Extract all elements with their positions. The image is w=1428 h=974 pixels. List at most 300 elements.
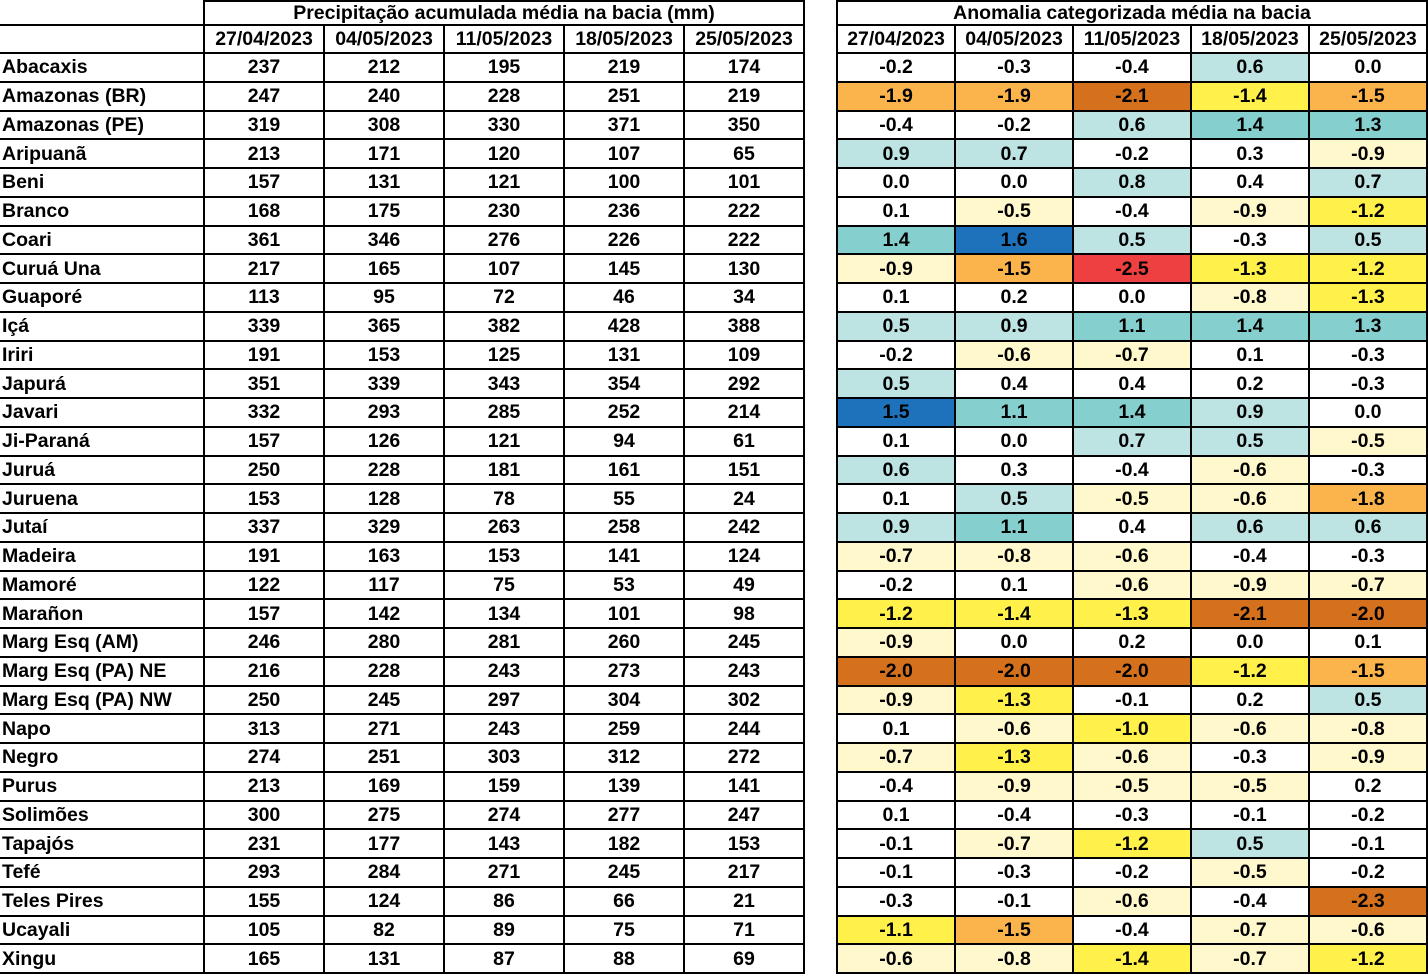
anomaly-row xyxy=(837,168,1427,197)
anomaly-value: -1.5 xyxy=(955,254,1073,283)
anomaly-value: -0.5 xyxy=(1309,427,1427,456)
precipitation-value: 312 xyxy=(564,743,684,772)
precipitation-value: 276 xyxy=(444,226,564,255)
anomaly-row xyxy=(837,801,1427,830)
anomaly-value: -0.7 xyxy=(1191,944,1309,973)
anomaly-value: 0.2 xyxy=(1191,686,1309,715)
anomaly-value: 0.4 xyxy=(1073,369,1191,398)
precipitation-value: 171 xyxy=(324,139,444,168)
precipitation-value: 165 xyxy=(324,254,444,283)
anomaly-value: 1.4 xyxy=(837,226,955,255)
precipitation-value: 245 xyxy=(684,628,804,657)
precipitation-row xyxy=(0,168,804,197)
precipitation-value: 109 xyxy=(684,341,804,370)
precipitation-value: 125 xyxy=(444,341,564,370)
anomaly-value: -0.3 xyxy=(1073,801,1191,830)
precipitation-row xyxy=(0,542,804,571)
anomaly-value: 0.1 xyxy=(1191,341,1309,370)
anomaly-value: -1.9 xyxy=(955,82,1073,111)
anomaly-value: -1.5 xyxy=(955,916,1073,945)
precipitation-value: 351 xyxy=(204,369,324,398)
anomaly-value: 0.1 xyxy=(837,484,955,513)
precipitation-value: 219 xyxy=(684,82,804,111)
anomaly-value: -0.5 xyxy=(1073,484,1191,513)
anomaly-value: -0.4 xyxy=(955,801,1073,830)
anomaly-value: 0.5 xyxy=(1309,686,1427,715)
precipitation-value: 195 xyxy=(444,53,564,82)
precipitation-value: 243 xyxy=(444,657,564,686)
anomaly-value: -0.1 xyxy=(955,887,1073,916)
anomaly-value: -0.1 xyxy=(837,858,955,887)
anomaly-value: -0.3 xyxy=(1309,456,1427,485)
precipitation-value: 191 xyxy=(204,341,324,370)
anomaly-value: -0.8 xyxy=(955,944,1073,973)
basin-name: Javari xyxy=(0,398,204,427)
precipitation-value: 228 xyxy=(444,82,564,111)
basin-name: Ucayali xyxy=(0,916,204,945)
anomaly-value: -0.6 xyxy=(1191,714,1309,743)
anomaly-value: 0.5 xyxy=(1191,427,1309,456)
anomaly-title: Anomalia categorizada média na bacia xyxy=(837,1,1427,25)
precipitation-row xyxy=(0,916,804,945)
anomaly-value: -0.6 xyxy=(955,341,1073,370)
anomaly-value: -0.5 xyxy=(1073,772,1191,801)
precipitation-value: 177 xyxy=(324,829,444,858)
anomaly-value: -0.4 xyxy=(1191,542,1309,571)
basin-name: Ji-Paraná xyxy=(0,427,204,456)
anomaly-value: 1.6 xyxy=(955,226,1073,255)
anomaly-value: -0.6 xyxy=(955,714,1073,743)
anomaly-value: 0.2 xyxy=(1073,628,1191,657)
precipitation-value: 258 xyxy=(564,513,684,542)
anomaly-value: -0.7 xyxy=(955,829,1073,858)
precipitation-row xyxy=(0,944,804,973)
anomaly-value: -0.3 xyxy=(1191,743,1309,772)
precipitation-row xyxy=(0,226,804,255)
precipitation-value: 293 xyxy=(324,398,444,427)
precipitation-value: 143 xyxy=(444,829,564,858)
anomaly-value: 0.2 xyxy=(955,283,1073,312)
precipitation-value: 304 xyxy=(564,686,684,715)
anomaly-value: -0.3 xyxy=(955,858,1073,887)
anomaly-value: -0.6 xyxy=(1191,456,1309,485)
anomaly-value: -1.4 xyxy=(1073,944,1191,973)
precipitation-row xyxy=(0,513,804,542)
precipitation-value: 151 xyxy=(684,456,804,485)
anomaly-value: 0.0 xyxy=(1191,628,1309,657)
anomaly-row xyxy=(837,398,1427,427)
precipitation-value: 88 xyxy=(564,944,684,973)
anomaly-value: 0.5 xyxy=(955,484,1073,513)
precipitation-row xyxy=(0,628,804,657)
anomaly-value: -2.0 xyxy=(1309,599,1427,628)
anomaly-row xyxy=(837,312,1427,341)
precipitation-value: 117 xyxy=(324,571,444,600)
precipitation-value: 134 xyxy=(444,599,564,628)
anomaly-value: 0.0 xyxy=(837,168,955,197)
precipitation-value: 330 xyxy=(444,111,564,140)
precipitation-value: 346 xyxy=(324,226,444,255)
precipitation-value: 313 xyxy=(204,714,324,743)
basin-name: Curuá Una xyxy=(0,254,204,283)
precipitation-value: 354 xyxy=(564,369,684,398)
anomaly-value: -0.9 xyxy=(1309,743,1427,772)
precipitation-value: 252 xyxy=(564,398,684,427)
precipitation-value: 292 xyxy=(684,369,804,398)
precipitation-value: 343 xyxy=(444,369,564,398)
precipitation-value: 365 xyxy=(324,312,444,341)
precipitation-value: 246 xyxy=(204,628,324,657)
anomaly-value: 0.0 xyxy=(1073,283,1191,312)
anomaly-value: 0.6 xyxy=(837,456,955,485)
precipitation-value: 100 xyxy=(564,168,684,197)
precipitation-value: 219 xyxy=(564,53,684,82)
precipitation-value: 78 xyxy=(444,484,564,513)
anomaly-value: 0.6 xyxy=(1191,53,1309,82)
anomaly-value: -0.1 xyxy=(1073,686,1191,715)
precipitation-row xyxy=(0,139,804,168)
anomaly-row xyxy=(837,427,1427,456)
precipitation-row xyxy=(0,197,804,226)
anomaly-value: 1.3 xyxy=(1309,111,1427,140)
anomaly-value: 0.6 xyxy=(1191,513,1309,542)
basin-name: Iriri xyxy=(0,341,204,370)
anomaly-value: 0.0 xyxy=(1309,398,1427,427)
precipitation-value: 284 xyxy=(324,858,444,887)
anomaly-value: 0.3 xyxy=(955,456,1073,485)
anomaly-row xyxy=(837,887,1427,916)
anomaly-value: -0.1 xyxy=(837,829,955,858)
anomaly-value: -0.3 xyxy=(1309,341,1427,370)
basin-name: Marg Esq (AM) xyxy=(0,628,204,657)
anomaly-value: -1.2 xyxy=(1309,944,1427,973)
precipitation-value: 274 xyxy=(204,743,324,772)
basin-name: Xingu xyxy=(0,944,204,973)
anomaly-value: -0.3 xyxy=(837,887,955,916)
anomaly-value: 0.4 xyxy=(955,369,1073,398)
basin-name: Marañon xyxy=(0,599,204,628)
anomaly-value: -0.1 xyxy=(1191,801,1309,830)
precipitation-row xyxy=(0,427,804,456)
anomaly-value: -0.9 xyxy=(837,686,955,715)
anomaly-value: -0.4 xyxy=(1073,456,1191,485)
precipitation-value: 217 xyxy=(684,858,804,887)
precipitation-value: 163 xyxy=(324,542,444,571)
anomaly-value: 1.4 xyxy=(1073,398,1191,427)
anomaly-value: 0.1 xyxy=(837,714,955,743)
precipitation-value: 293 xyxy=(204,858,324,887)
precipitation-value: 339 xyxy=(324,369,444,398)
anomaly-value: -1.2 xyxy=(837,599,955,628)
anomaly-value: -0.6 xyxy=(837,944,955,973)
anomaly-value: 0.1 xyxy=(837,801,955,830)
anomaly-value: -1.4 xyxy=(955,599,1073,628)
anomaly-row xyxy=(837,743,1427,772)
anomaly-value: -2.3 xyxy=(1309,887,1427,916)
anomaly-row xyxy=(837,714,1427,743)
precipitation-value: 273 xyxy=(564,657,684,686)
anomaly-value: -0.3 xyxy=(1309,369,1427,398)
precipitation-value: 213 xyxy=(204,139,324,168)
anomaly-row xyxy=(837,542,1427,571)
precipitation-value: 275 xyxy=(324,801,444,830)
anomaly-row xyxy=(837,254,1427,283)
precipitation-value: 244 xyxy=(684,714,804,743)
anomaly-value: -0.3 xyxy=(1309,542,1427,571)
precipitation-value: 141 xyxy=(564,542,684,571)
precipitation-value: 243 xyxy=(684,657,804,686)
precipitation-value: 245 xyxy=(324,686,444,715)
precipitation-value: 277 xyxy=(564,801,684,830)
anomaly-value: -1.0 xyxy=(1073,714,1191,743)
anomaly-row xyxy=(837,686,1427,715)
precipitation-value: 250 xyxy=(204,456,324,485)
anomaly-value: -0.7 xyxy=(837,542,955,571)
anomaly-row xyxy=(837,829,1427,858)
anomaly-value: 0.1 xyxy=(837,283,955,312)
precipitation-value: 280 xyxy=(324,628,444,657)
precipitation-value: 130 xyxy=(684,254,804,283)
precipitation-value: 371 xyxy=(564,111,684,140)
anomaly-value: 0.0 xyxy=(955,628,1073,657)
precipitation-value: 155 xyxy=(204,887,324,916)
anomaly-value: 0.9 xyxy=(837,513,955,542)
precipitation-value: 303 xyxy=(444,743,564,772)
precipitation-value: 250 xyxy=(204,686,324,715)
anomaly-value: 0.9 xyxy=(1191,398,1309,427)
precipitation-row xyxy=(0,456,804,485)
precipitation-value: 24 xyxy=(684,484,804,513)
anomaly-value: 0.8 xyxy=(1073,168,1191,197)
anomaly-value: 0.1 xyxy=(1309,628,1427,657)
precipitation-value: 332 xyxy=(204,398,324,427)
anomaly-value: -1.5 xyxy=(1309,657,1427,686)
corner-cell xyxy=(0,1,204,25)
precipitation-value: 251 xyxy=(324,743,444,772)
anomaly-value: 0.9 xyxy=(955,312,1073,341)
anomaly-row xyxy=(837,283,1427,312)
basin-name: Tefé xyxy=(0,858,204,887)
basin-name: Içá xyxy=(0,312,204,341)
precipitation-value: 105 xyxy=(204,916,324,945)
precipitation-value: 242 xyxy=(684,513,804,542)
precipitation-value: 157 xyxy=(204,427,324,456)
precipitation-row xyxy=(0,398,804,427)
anomaly-date-header: 25/05/2023 xyxy=(1309,25,1427,53)
anomaly-value: -0.8 xyxy=(955,542,1073,571)
anomaly-row xyxy=(837,53,1427,82)
anomaly-row xyxy=(837,139,1427,168)
anomaly-value: -0.2 xyxy=(837,571,955,600)
precipitation-value: 86 xyxy=(444,887,564,916)
anomaly-value: 0.3 xyxy=(1191,139,1309,168)
anomaly-value: -0.7 xyxy=(837,743,955,772)
basin-name: Juruena xyxy=(0,484,204,513)
anomaly-value: 0.5 xyxy=(1309,226,1427,255)
precipitation-row xyxy=(0,312,804,341)
anomaly-value: -0.2 xyxy=(837,341,955,370)
anomaly-value: 1.1 xyxy=(955,513,1073,542)
precipitation-value: 113 xyxy=(204,283,324,312)
anomaly-value: 0.1 xyxy=(955,571,1073,600)
anomaly-row xyxy=(837,628,1427,657)
anomaly-row xyxy=(837,341,1427,370)
basin-name: Napo xyxy=(0,714,204,743)
precipitation-value: 428 xyxy=(564,312,684,341)
anomaly-value: -0.9 xyxy=(1309,139,1427,168)
precipitation-value: 159 xyxy=(444,772,564,801)
anomaly-row xyxy=(837,858,1427,887)
basin-name: Marg Esq (PA) NE xyxy=(0,657,204,686)
precipitation-value: 153 xyxy=(444,542,564,571)
precipitation-row xyxy=(0,341,804,370)
anomaly-value: 0.7 xyxy=(955,139,1073,168)
anomaly-row xyxy=(837,484,1427,513)
anomaly-value: -0.2 xyxy=(837,53,955,82)
precipitation-value: 131 xyxy=(324,168,444,197)
precipitation-value: 165 xyxy=(204,944,324,973)
anomaly-value: 0.6 xyxy=(1073,111,1191,140)
anomaly-row xyxy=(837,916,1427,945)
precipitation-date-header: 27/04/2023 xyxy=(204,25,324,53)
precipitation-value: 272 xyxy=(684,743,804,772)
precipitation-date-header: 25/05/2023 xyxy=(684,25,804,53)
precipitation-value: 339 xyxy=(204,312,324,341)
basin-name: Marg Esq (PA) NW xyxy=(0,686,204,715)
anomaly-value: -2.0 xyxy=(1073,657,1191,686)
precipitation-value: 222 xyxy=(684,197,804,226)
basin-name: Coari xyxy=(0,226,204,255)
precipitation-value: 300 xyxy=(204,801,324,830)
anomaly-table xyxy=(836,0,1428,974)
anomaly-value: -0.3 xyxy=(1191,226,1309,255)
basin-name: Madeira xyxy=(0,542,204,571)
precipitation-value: 271 xyxy=(444,858,564,887)
precipitation-value: 382 xyxy=(444,312,564,341)
anomaly-value: 0.6 xyxy=(1309,513,1427,542)
precipitation-value: 69 xyxy=(684,944,804,973)
precipitation-row xyxy=(0,714,804,743)
anomaly-row xyxy=(837,197,1427,226)
precipitation-row xyxy=(0,283,804,312)
precipitation-value: 120 xyxy=(444,139,564,168)
precipitation-value: 247 xyxy=(684,801,804,830)
anomaly-value: -0.2 xyxy=(1073,139,1191,168)
anomaly-value: -0.8 xyxy=(1309,714,1427,743)
anomaly-value: -1.2 xyxy=(1191,657,1309,686)
anomaly-value: -0.7 xyxy=(1191,916,1309,945)
precipitation-value: 263 xyxy=(444,513,564,542)
precipitation-value: 72 xyxy=(444,283,564,312)
precipitation-row xyxy=(0,369,804,398)
precipitation-value: 319 xyxy=(204,111,324,140)
precipitation-row xyxy=(0,887,804,916)
anomaly-value: 0.2 xyxy=(1191,369,1309,398)
basin-name: Beni xyxy=(0,168,204,197)
precipitation-value: 240 xyxy=(324,82,444,111)
anomaly-value: -0.4 xyxy=(837,772,955,801)
precipitation-value: 101 xyxy=(564,599,684,628)
anomaly-value: -1.3 xyxy=(955,686,1073,715)
anomaly-row xyxy=(837,369,1427,398)
precipitation-value: 107 xyxy=(564,139,684,168)
anomaly-value: -0.9 xyxy=(955,772,1073,801)
anomaly-value: -0.4 xyxy=(1191,887,1309,916)
basin-name: Japurá xyxy=(0,369,204,398)
precipitation-value: 281 xyxy=(444,628,564,657)
precipitation-row xyxy=(0,254,804,283)
precipitation-value: 157 xyxy=(204,599,324,628)
anomaly-value: 1.4 xyxy=(1191,312,1309,341)
basin-name: Jutaí xyxy=(0,513,204,542)
precipitation-value: 61 xyxy=(684,427,804,456)
precipitation-value: 350 xyxy=(684,111,804,140)
anomaly-value: 0.2 xyxy=(1309,772,1427,801)
precipitation-value: 247 xyxy=(204,82,324,111)
precipitation-value: 122 xyxy=(204,571,324,600)
anomaly-value: -0.6 xyxy=(1073,571,1191,600)
anomaly-value: -0.2 xyxy=(1073,858,1191,887)
anomaly-value: -0.4 xyxy=(837,111,955,140)
anomaly-value: 0.9 xyxy=(837,139,955,168)
anomaly-row xyxy=(837,82,1427,111)
anomaly-value: -0.7 xyxy=(1073,341,1191,370)
anomaly-value: -1.9 xyxy=(837,82,955,111)
precipitation-value: 94 xyxy=(564,427,684,456)
anomaly-row xyxy=(837,513,1427,542)
anomaly-value: -1.1 xyxy=(837,916,955,945)
basin-name: Purus xyxy=(0,772,204,801)
precipitation-value: 66 xyxy=(564,887,684,916)
anomaly-row xyxy=(837,226,1427,255)
anomaly-date-header-row xyxy=(837,25,1427,53)
basin-name: Amazonas (BR) xyxy=(0,82,204,111)
precipitation-title: Precipitação acumulada média na bacia (mm) xyxy=(204,1,804,25)
anomaly-value: -0.5 xyxy=(955,197,1073,226)
precipitation-row xyxy=(0,599,804,628)
precipitation-value: 226 xyxy=(564,226,684,255)
anomaly-value: -0.5 xyxy=(1191,858,1309,887)
anomaly-value: -2.0 xyxy=(837,657,955,686)
precipitation-value: 271 xyxy=(324,714,444,743)
anomaly-value: -0.6 xyxy=(1309,916,1427,945)
precipitation-value: 131 xyxy=(564,341,684,370)
anomaly-value: 1.1 xyxy=(1073,312,1191,341)
precipitation-value: 388 xyxy=(684,312,804,341)
precipitation-value: 161 xyxy=(564,456,684,485)
anomaly-value: -1.3 xyxy=(1309,283,1427,312)
basin-name: Solimões xyxy=(0,801,204,830)
precipitation-value: 21 xyxy=(684,887,804,916)
precipitation-value: 182 xyxy=(564,829,684,858)
precipitation-value: 168 xyxy=(204,197,324,226)
anomaly-value: -2.5 xyxy=(1073,254,1191,283)
anomaly-value: -0.6 xyxy=(1191,484,1309,513)
precipitation-value: 153 xyxy=(684,829,804,858)
basin-name: Guaporé xyxy=(0,283,204,312)
precipitation-value: 141 xyxy=(684,772,804,801)
precipitation-value: 87 xyxy=(444,944,564,973)
precipitation-value: 243 xyxy=(444,714,564,743)
anomaly-value: -1.2 xyxy=(1309,197,1427,226)
precipitation-row xyxy=(0,686,804,715)
precipitation-value: 53 xyxy=(564,571,684,600)
basin-name: Mamoré xyxy=(0,571,204,600)
basin-name: Negro xyxy=(0,743,204,772)
anomaly-value: -1.2 xyxy=(1073,829,1191,858)
anomaly-value: -2.0 xyxy=(955,657,1073,686)
precipitation-date-header: 18/05/2023 xyxy=(564,25,684,53)
